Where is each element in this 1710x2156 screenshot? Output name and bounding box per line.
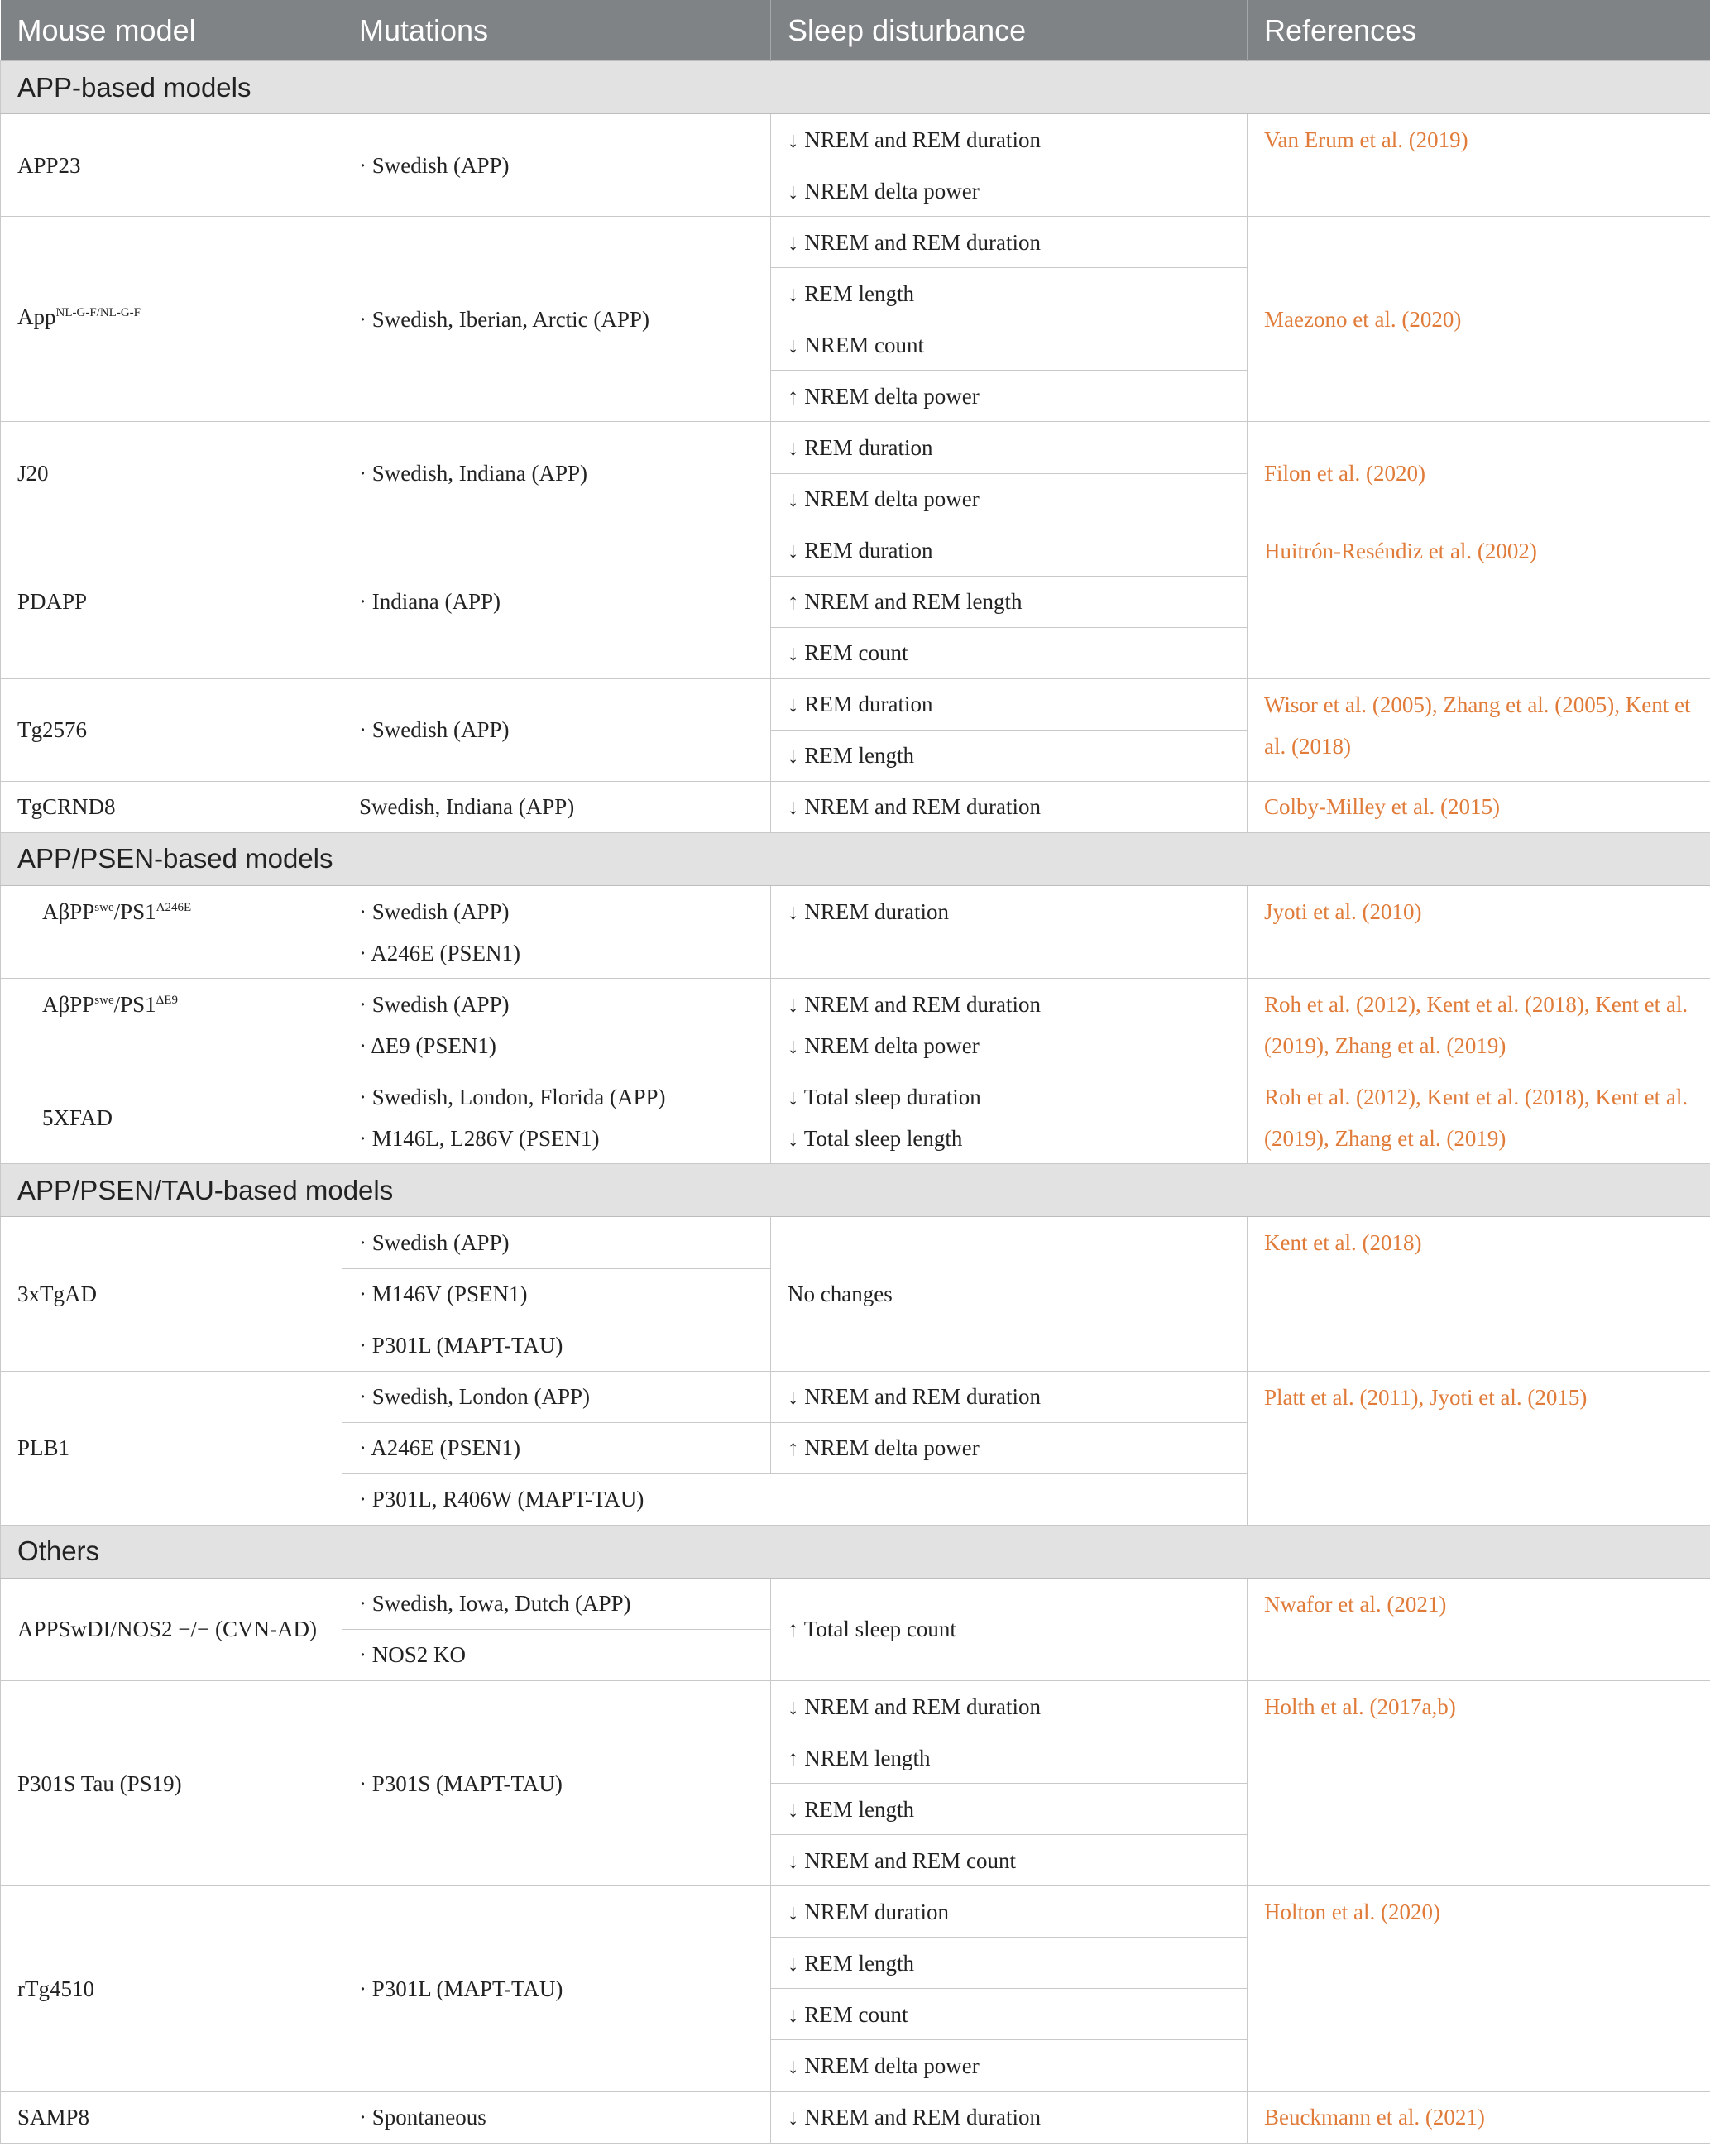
mutation-cell: · Swedish, Iowa, Dutch (APP): [342, 1578, 771, 1629]
model-name: AβPP: [42, 899, 95, 924]
table-row: [1, 886, 1710, 979]
model-cell: [1, 1578, 342, 1680]
model-name: App: [17, 304, 56, 330]
sleep-cell: ↓ REM count: [771, 1989, 1248, 2040]
sleep-cell: ↑ NREM delta power: [771, 371, 1248, 422]
sleep-cell: ↓ REM length: [771, 1938, 1248, 1989]
mutation-cell: · A246E (PSEN1): [342, 1422, 771, 1473]
mutation-cell: · NOS2 KO: [342, 1629, 771, 1680]
sleep-cell: ↓ NREM duration: [771, 886, 1248, 979]
model-superscript: swe: [94, 994, 114, 1008]
model-cell: PLB1: [1, 1371, 342, 1525]
sleep-cell: ↓ NREM and REM duration: [771, 781, 1248, 832]
section-app-based: APP-based models: [1, 61, 1710, 114]
model-cell: [1, 979, 342, 1071]
sleep-cell: ↓ NREM and REM duration: [771, 114, 1248, 165]
sleep-cell: ↓ NREM duration: [771, 1886, 1248, 1938]
reference-link[interactable]: Jyoti et al. (2010): [1248, 886, 1710, 979]
table-row: [1, 217, 1710, 268]
sleep-cell: [771, 979, 1248, 1071]
model-name-suffix: /PS1: [113, 899, 156, 924]
reference-link[interactable]: Beuckmann et al. (2021): [1248, 2091, 1710, 2144]
sleep-cell: ↑ Total sleep count: [771, 1578, 1248, 1680]
header-mouse-model: Mouse model: [1, 0, 342, 61]
sleep-cell: [771, 1071, 1248, 1164]
mutation-cell: · Spontaneous: [342, 2091, 771, 2144]
model-name-suffix: /PS1: [113, 992, 156, 1018]
sleep-cell: ↓ REM length: [771, 1784, 1248, 1835]
model-cell: [1, 217, 342, 422]
sleep-cell: ↑ NREM delta power: [771, 1422, 1248, 1473]
model-name: APPSwDI/NOS2 −/− (CVN-AD): [17, 1617, 317, 1642]
sleep-line: ↓ Total sleep length: [788, 1126, 963, 1152]
sleep-cell: ↓ REM length: [771, 268, 1248, 319]
mutation-cell: · Swedish (APP): [342, 678, 771, 781]
header-sleep-disturbance: Sleep disturbance: [771, 0, 1248, 61]
reference-link[interactable]: Colby-Milley et al. (2015): [1248, 781, 1710, 832]
reference-link[interactable]: Nwafor et al. (2021): [1248, 1578, 1710, 1680]
sleep-cell: ↓ NREM delta power: [771, 473, 1248, 525]
reference-link[interactable]: Platt et al. (2011), Jyoti et al. (2015): [1248, 1371, 1710, 1525]
table-row: [1, 678, 1710, 730]
reference-link[interactable]: Roh et al. (2012), Kent et al. (2018), Kent et al. (2019), Zhang et al. (2019): [1248, 979, 1710, 1071]
sleep-cell: ↓ REM duration: [771, 422, 1248, 473]
sleep-cell: No changes: [771, 1217, 1248, 1371]
reference-link[interactable]: Roh et al. (2012), Kent et al. (2018), Kent et al. (2019), Zhang et al. (2019): [1248, 1071, 1710, 1164]
mutation-cell: · P301L, R406W (MAPT-TAU): [342, 1473, 1248, 1525]
table-row: [1, 1681, 1710, 1732]
model-superscript: swe: [94, 901, 114, 914]
table-row: [1, 1071, 1710, 1164]
model-cell: TgCRND8: [1, 781, 342, 832]
table-row: [1, 2091, 1710, 2144]
mutation-cell: · Indiana (APP): [342, 525, 771, 678]
sleep-cell: ↓ REM duration: [771, 678, 1248, 730]
section-app-psen-tau-based: APP/PSEN/TAU-based models: [1, 1164, 1710, 1217]
mutation-line: · A246E (PSEN1): [359, 941, 520, 965]
sleep-cell: ↓ NREM count: [771, 319, 1248, 371]
sleep-cell: ↑ NREM and REM length: [771, 576, 1248, 627]
reference-link[interactable]: Holth et al. (2017a,b): [1248, 1681, 1710, 1886]
sleep-cell: ↓ NREM and REM count: [771, 1835, 1248, 1886]
sleep-cell: ↓ NREM and REM duration: [771, 1371, 1248, 1422]
sleep-line: ↓ Total sleep duration: [788, 1085, 981, 1110]
mutation-line: · M146L, L286V (PSEN1): [359, 1126, 600, 1152]
table-row: [1, 422, 1710, 473]
mutation-cell: · Swedish, Iberian, Arctic (APP): [342, 217, 771, 422]
model-superscript: NL-G-F/NL-G-F: [55, 306, 141, 320]
header-mutations: Mutations: [342, 0, 771, 61]
header-references: References: [1248, 0, 1710, 61]
model-cell: Tg2576: [1, 678, 342, 781]
model-cell: APP23: [1, 114, 342, 217]
header-row: [1, 0, 1710, 61]
mutation-cell: · P301L (MAPT-TAU): [342, 1886, 771, 2091]
model-name: AβPP: [42, 992, 95, 1018]
reference-link[interactable]: Wisor et al. (2005), Zhang et al. (2005), Kent et al. (2018): [1248, 678, 1710, 781]
mutation-line: · Swedish, London, Florida (APP): [359, 1085, 666, 1110]
mutation-line: · Swedish (APP): [359, 899, 510, 924]
model-superscript: A246E: [156, 901, 192, 914]
model-cell: SAMP8: [1, 2091, 342, 2144]
sleep-cell: ↓ REM duration: [771, 525, 1248, 576]
section-app-psen-based: APP/PSEN-based models: [1, 832, 1710, 885]
model-cell: PDAPP: [1, 525, 342, 678]
mutation-cell: [342, 886, 771, 979]
sleep-cell: ↑ NREM length: [771, 1732, 1248, 1784]
reference-link[interactable]: Van Erum et al. (2019): [1248, 114, 1710, 217]
sleep-cell: ↓ NREM delta power: [771, 2040, 1248, 2091]
model-cell: rTg4510: [1, 1886, 342, 2091]
table-row: [1, 525, 1710, 576]
mutation-cell: Swedish, Indiana (APP): [342, 781, 771, 832]
mutation-cell: · Swedish, Indiana (APP): [342, 422, 771, 525]
sleep-cell: ↓ REM length: [771, 730, 1248, 781]
sleep-cell: ↓ REM count: [771, 627, 1248, 678]
mutation-cell: · P301L (MAPT-TAU): [342, 1320, 771, 1371]
model-cell: P301S Tau (PS19): [1, 1681, 342, 1886]
mutation-cell: · M146V (PSEN1): [342, 1268, 771, 1320]
table-row: [1, 1371, 1710, 1422]
section-others: Others: [1, 1525, 1710, 1578]
table-row: [1, 1578, 1710, 1629]
sleep-cell: ↓ NREM and REM duration: [771, 1681, 1248, 1732]
reference-link[interactable]: Kent et al. (2018): [1248, 1217, 1710, 1371]
table-row: [1, 114, 1710, 165]
reference-link[interactable]: Huitrón-Reséndiz et al. (2002): [1248, 525, 1710, 678]
model-superscript: ΔE9: [156, 994, 178, 1008]
mutation-line: · Swedish (APP): [359, 992, 510, 1018]
mutation-line: · ΔE9 (PSEN1): [359, 1033, 496, 1059]
mutation-cell: · P301S (MAPT-TAU): [342, 1681, 771, 1886]
table-row: [1, 1217, 1710, 1268]
model-cell: 5XFAD: [1, 1071, 342, 1164]
sleep-cell: ↓ NREM delta power: [771, 165, 1248, 217]
sleep-cell: ↓ NREM and REM duration: [771, 217, 1248, 268]
reference-link[interactable]: Maezono et al. (2020): [1248, 217, 1710, 422]
sleep-line: ↓ NREM delta power: [788, 1033, 980, 1059]
model-cell: J20: [1, 422, 342, 525]
table-row: [1, 979, 1710, 1071]
mutation-cell: · Swedish (APP): [342, 1217, 771, 1268]
model-cell: [1, 886, 342, 979]
mutation-cell: · Swedish, London (APP): [342, 1371, 771, 1422]
reference-link[interactable]: Filon et al. (2020): [1248, 422, 1710, 525]
mutation-cell: · Swedish (APP): [342, 114, 771, 217]
sleep-cell: ↓ NREM and REM duration: [771, 2091, 1248, 2144]
table-row: [1, 781, 1710, 832]
mutation-cell: [342, 979, 771, 1071]
sleep-line: ↓ NREM and REM duration: [788, 992, 1041, 1018]
model-cell: 3xTgAD: [1, 1217, 342, 1371]
table-row: [1, 1886, 1710, 1938]
reference-link[interactable]: Holton et al. (2020): [1248, 1886, 1710, 2091]
mutation-cell: [342, 1071, 771, 1164]
